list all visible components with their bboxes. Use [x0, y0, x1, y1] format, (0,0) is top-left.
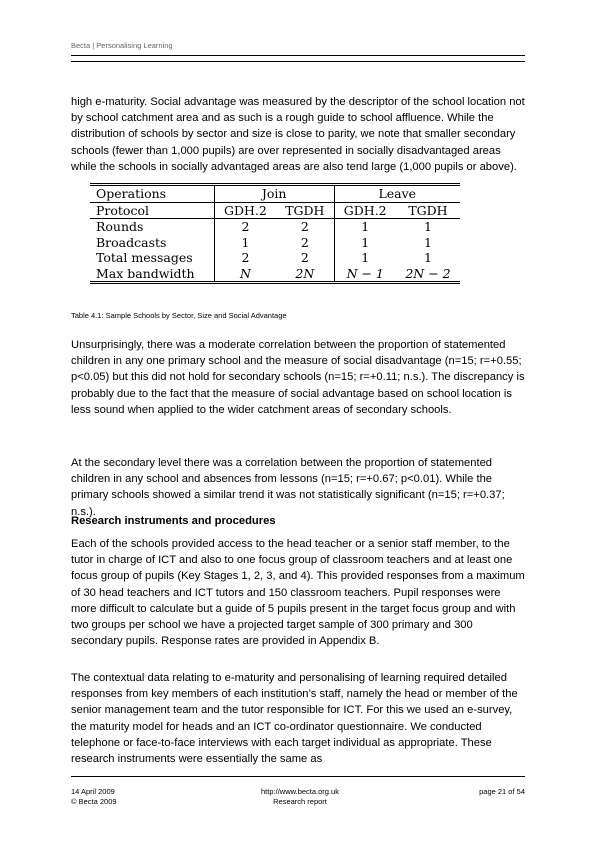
table-cell: 1: [423, 250, 432, 265]
table-cell: Total messages: [90, 250, 214, 266]
section-heading: Research instruments and procedures: [71, 515, 276, 527]
table-cell: Max bandwidth: [90, 266, 214, 283]
table-cell: 2: [276, 219, 334, 235]
table-row: [90, 235, 460, 251]
table-cell: 1: [361, 219, 370, 234]
table-caption: Table 4.1: Sample Schools by Sector, Size and Social Advantage: [71, 311, 287, 320]
table-image: [84, 183, 470, 297]
footer-date: 14 April 2009: [71, 787, 115, 796]
table-cell: GDH.2: [334, 202, 396, 219]
table-cell: 2: [241, 250, 250, 265]
table-cell: 2N: [276, 266, 334, 283]
table-cell: TGDH: [396, 202, 460, 219]
table-cell: 2: [241, 219, 250, 234]
table-cell: GDH.2: [214, 202, 276, 219]
table-row: [90, 266, 460, 283]
table-cell: 1: [241, 234, 250, 250]
footer-page-number: page 21 of 54: [479, 787, 525, 796]
footer-left: [71, 787, 117, 806]
table-cell: 1: [361, 234, 370, 250]
table-cell: 1: [361, 250, 370, 265]
footer-url: http://www.becta.org.uk: [261, 787, 339, 796]
table-row: [90, 219, 460, 235]
paragraph-4: Each of the schools provided access to the head teacher or a senior staff member, to the tutor in charge of ICT and also to one focus group of classroom teachers and at least one focus group of pupils (Key Stages 1, 2, 3, and 4). This provided responses from a maximum of 30 head teachers and ICT tutors and 150 classroom teachers. Pupil responses were more difficult to calculate but a guide of 5 pupils present in the target focus group and with two groups per school we have a projected target sample of 300 primary and 300 secondary pupils. Response rates are provided in Appendix B.: [71, 538, 525, 648]
table-header-join: Join: [214, 185, 334, 203]
operations-table: [90, 183, 460, 284]
running-header: Becta | Personalising Learning: [71, 41, 173, 50]
footer-copyright: © Becta 2009: [71, 796, 117, 806]
header-rule: [71, 55, 525, 56]
table-cell: 1: [423, 219, 432, 234]
table-cell: TGDH: [276, 202, 334, 219]
header-rule-lower: [71, 61, 525, 62]
table-cell: N: [239, 265, 251, 281]
paragraph-5: The contextual data relating to e-maturity and personalising of learning required detailed responses from key members of each institution’s staff, namely the head or member of the senior management team and the tutor responsible for ICT. For this we used an e-survey, the maturity model for heads and an ICT co-ordinator questionnaire. We conducted telephone or face-to-face interviews with each target individual as appropriate. These research instruments were essentially the same as: [71, 672, 518, 766]
table-cell: Broadcasts: [90, 235, 214, 251]
footer-center: [200, 787, 400, 806]
paragraph-2: Unsurprisingly, there was a moderate correlation between the proportion of statemented children in any one primary school and the measure of social disadvantage (n=15; r=+0.55; p<0.05) but this did not hold for secondary schools (n=15; r=+0.11; n.s.). The discrepancy is probably due to the fact that the measure of social advantage based on school location is less sound when applied to the wider catchment areas of secondary schools.: [71, 339, 525, 416]
footer-rule: [71, 776, 525, 777]
paragraph-3: At the secondary level there was a correlation between the proportion of statemented children in any school and absences from lessons (n=15; r=+0.67; p<0.01). While the primary schools showed a similar trend it was not statistically significant (n=15; r=+0.37; n.s.).: [71, 457, 505, 518]
table-cell: Rounds: [90, 219, 214, 235]
table-row: [90, 202, 460, 219]
table-cell: 1: [423, 234, 432, 250]
table-header-leave: Leave: [334, 185, 460, 203]
table-cell: 2N − 2: [405, 265, 451, 281]
table-cell: 2: [276, 235, 334, 251]
table-cell: Protocol: [90, 202, 214, 219]
table-cell: 2: [276, 250, 334, 266]
table-header-operations: Operations: [90, 185, 214, 203]
footer-doc-type: Research report: [273, 796, 327, 806]
table-cell: N − 1: [346, 265, 384, 281]
paragraph-1: high e-maturity. Social advantage was measured by the descriptor of the school location not by school catchment area and as such is a rough guide to school affluence. While the distribution of schools by sector and size is close to parity, we note that smaller secondary schools (fewer than 1,000 pupils) are over represented in socially disadvantaged areas while the schools in socially advantaged areas are also tend large (1,000 pupils or above).: [71, 96, 525, 173]
table-row: [90, 250, 460, 266]
